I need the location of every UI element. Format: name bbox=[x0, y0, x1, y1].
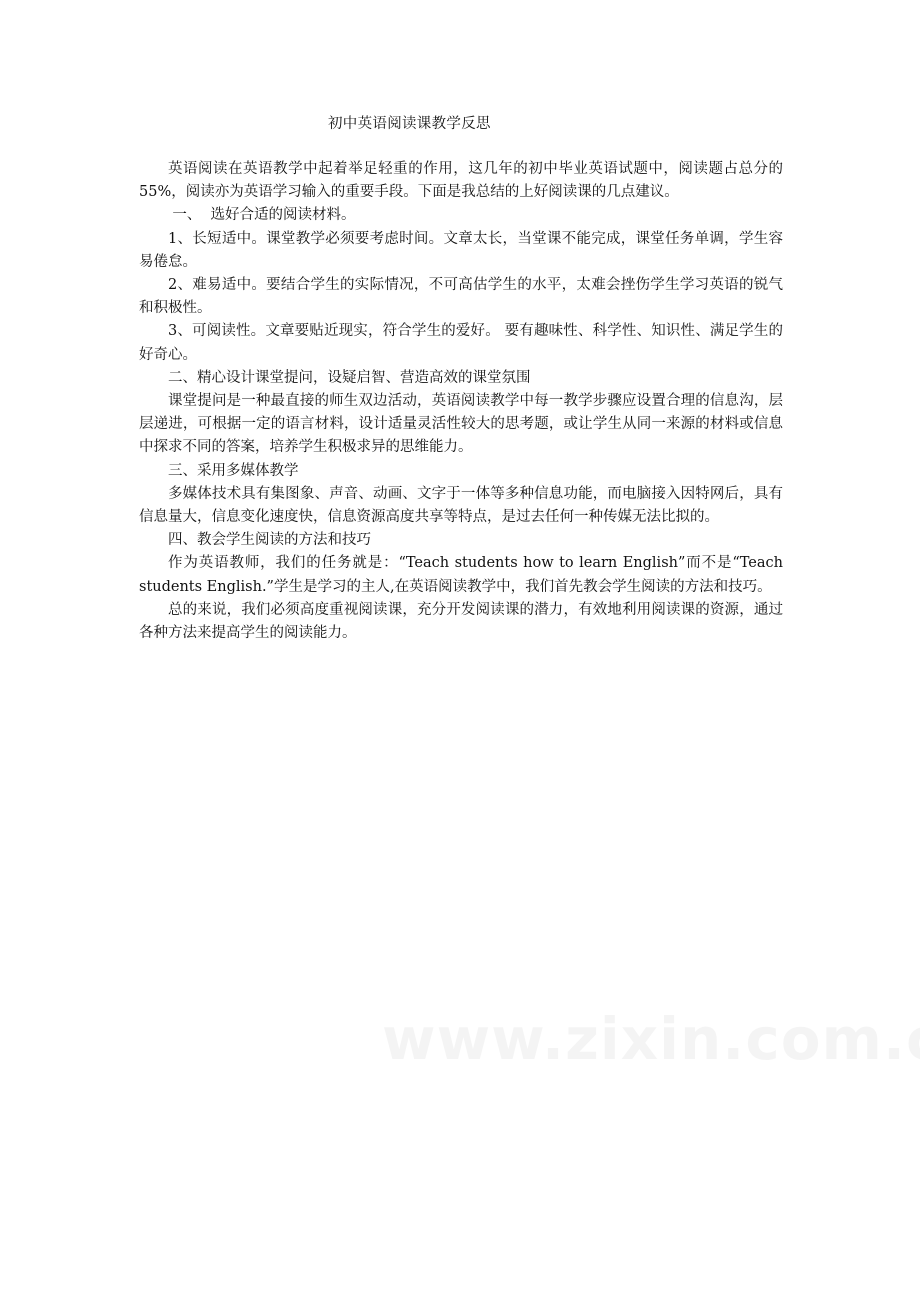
section-heading-4: 四、教会学生阅读的方法和技巧 bbox=[168, 532, 371, 549]
section-3-paragraph: 多媒体技术具有集图象、声音、动画、文字于一体等多种信息功能，而电脑接入因特网后，具有信息量大，信息变化速度快，信息资源高度共享等特点，是过去任何一种传媒无法比拟的。 bbox=[139, 485, 783, 526]
document-title: 初中英语阅读课教学反思 bbox=[328, 116, 491, 132]
section-heading-1: 一、 选好合适的阅读材料。 bbox=[172, 207, 356, 224]
intro-paragraph: 英语阅读在英语教学中起着举足轻重的作用，这几年的初中毕业英语试题中，阅读题占总分的55%，阅读亦为英语学习输入的重要手段。下面是我总结的上好阅读课的几点建议。 bbox=[139, 161, 783, 201]
list-item-2: 2、难易适中。要结合学生的实际情况，不可高估学生的水平，太难会挫伤学生学习英语的锐气和积极性。 bbox=[139, 277, 783, 317]
section-4-paragraph: 作为英语教师，我们的任务就是：“Teach students how to learn English”而不是“Teach students English.”学生是学习的主人,在英语阅读教学中，我们首先教会学生阅读的方法和技巧。 bbox=[139, 555, 783, 595]
section-heading-3: 三、采用多媒体教学 bbox=[168, 462, 299, 479]
section-heading-2: 二、精心设计课堂提问，设疑启智、营造高效的课堂氛围 bbox=[168, 369, 531, 386]
list-item-3: 3、可阅读性。文章要贴近现实，符合学生的爱好。 要有趣味性、科学性、知识性、满足学生的好奇心。 bbox=[139, 323, 783, 363]
section-2-paragraph: 课堂提问是一种最直接的师生双边活动，英语阅读教学中每一教学步骤应设置合理的信息沟，层层递进，可根据一定的语言材料，设计适量灵活性较大的思考题，或让学生从同一来源的材料或信息中探求不同的答案，培养学生积极求异的思维能力。 bbox=[139, 393, 783, 456]
list-item-1: 1、长短适中。课堂教学必须要考虑时间。文章太长，当堂课不能完成，课堂任务单调，学生容易倦怠。 bbox=[139, 230, 783, 270]
conclusion-paragraph: 总的来说，我们必须高度重视阅读课，充分开发阅读课的潜力，有效地利用阅读课的资源，通过各种方法来提高学生的阅读能力。 bbox=[139, 601, 783, 642]
document-body bbox=[139, 158, 783, 645]
watermark bbox=[382, 1005, 920, 1073]
